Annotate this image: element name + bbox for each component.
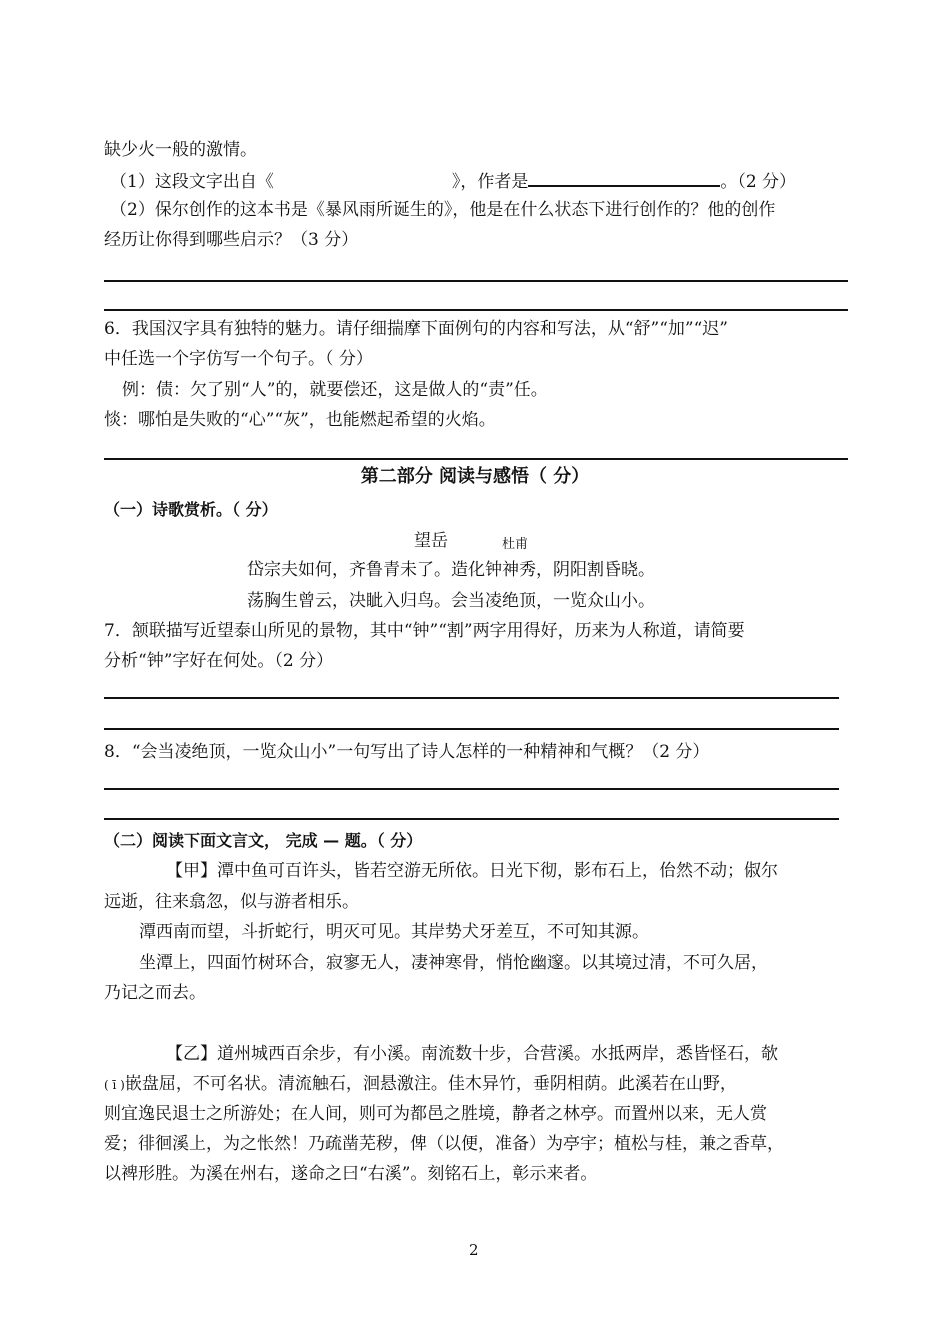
pinyin-note: ( ī ): [104, 1078, 125, 1092]
passage-b-line: 爱；徘徊溪上，为之怅然！乃疏凿芜秽，俾（以便，准备）为亭宇；植松与桂，兼之香草，: [104, 1134, 784, 1154]
answer-line[interactable]: [104, 309, 848, 311]
passage-b-line: 以裨形胜。为溪在州右，遂命之曰“右溪”。刻铭石上，彰示来者。: [104, 1164, 598, 1184]
section-2-title: （二）阅读下面文言文， 完成 — 题。（ 分）: [104, 831, 423, 850]
author-blank[interactable]: [528, 169, 720, 187]
passage-b-line: 则宜逸民退士之所游处；在人间，则可为都邑之胜境，静者之林亭。而置州以来，无人赏: [104, 1104, 767, 1124]
passage-a-line: 潭西南而望，斗折蛇行，明灭可见。其岸势犬牙差互，不可知其源。: [139, 922, 649, 942]
example-1: 例：债：欠了别“人”的，就要偿还，这是做人的“责”任。: [122, 380, 548, 400]
question-5-2-line1: （2）保尔创作的这本书是《暴风雨所诞生的》，他是在什么状态下进行创作的？他的创作: [110, 200, 776, 220]
answer-line[interactable]: [104, 697, 839, 699]
poem-title: 望岳: [414, 531, 448, 551]
answer-line[interactable]: [104, 280, 848, 282]
text-line: 缺少火一般的激情。: [104, 140, 257, 160]
passage-b-line: 【乙】道州城西百余步，有小溪。南流数十步，合营溪。水抵两岸，悉皆怪石，欹: [166, 1044, 778, 1064]
poem-line-1: 岱宗夫如何，齐鲁青未了。造化钟神秀，阴阳割昏晓。: [247, 560, 655, 580]
q5-1-prefix: （1）这段文字出自《: [110, 172, 274, 192]
passage-b-text: 嵌盘屈，不可名状。清流触石，洄悬激注。佳木异竹，垂阴相荫。此溪若在山野，: [124, 1074, 737, 1094]
question-7-line1: 7．颔联描写近望泰山所见的景物，其中“钟”“割”两字用得好，历来为人称道，请简要: [104, 621, 745, 641]
answer-line[interactable]: [104, 788, 839, 790]
poem-author: 杜甫: [502, 537, 529, 552]
section-1-title: （一）诗歌赏析。（ 分）: [104, 500, 278, 519]
passage-a-line: 远逝，往来翕忽，似与游者相乐。: [104, 892, 359, 912]
passage-a-line: 坐潭上，四面竹树环合，寂寥无人，凄神寒骨，悄怆幽邃。以其境过清，不可久居，: [139, 953, 768, 973]
passage-b-line: [104, 1073, 737, 1096]
question-5-1: [110, 169, 796, 193]
example-2: 惔：哪怕是失败的“心”“灰”，也能燃起希望的火焰。: [104, 410, 496, 430]
question-7-line2: 分析“钟”字好在何处。（2 分）: [104, 651, 334, 671]
question-6-line2: 中任选一个字仿写一个句子。（ 分）: [104, 349, 373, 369]
part-2-title: 第二部分 阅读与感悟（ 分）: [360, 466, 590, 487]
answer-line[interactable]: [104, 458, 848, 460]
answer-line[interactable]: [104, 818, 839, 820]
passage-a-line: 【甲】潭中鱼可百许头，皆若空游无所依。日光下彻，影布石上，佁然不动；俶尔: [166, 861, 778, 881]
poem-line-2: 荡胸生曾云，决眦入归鸟。会当凌绝顶，一览众山小。: [247, 591, 655, 611]
question-6-line1: 6．我国汉字具有独特的魅力。请仔细揣摩下面例句的内容和写法，从“舒”“加”“迟”: [104, 319, 728, 339]
q5-1-suffix: 。（2 分）: [720, 172, 797, 192]
q5-1-middle: 》，作者是: [451, 172, 529, 192]
passage-a-line: 乃记之而去。: [104, 983, 206, 1003]
question-8: 8．“会当凌绝顶，一览众山小”一句写出了诗人怎样的一种精神和气概？（2 分）: [104, 742, 710, 762]
answer-line[interactable]: [104, 728, 839, 730]
page-number: 2: [469, 1241, 479, 1259]
question-5-2-line2: 经历让你得到哪些启示？（3 分）: [104, 230, 359, 250]
